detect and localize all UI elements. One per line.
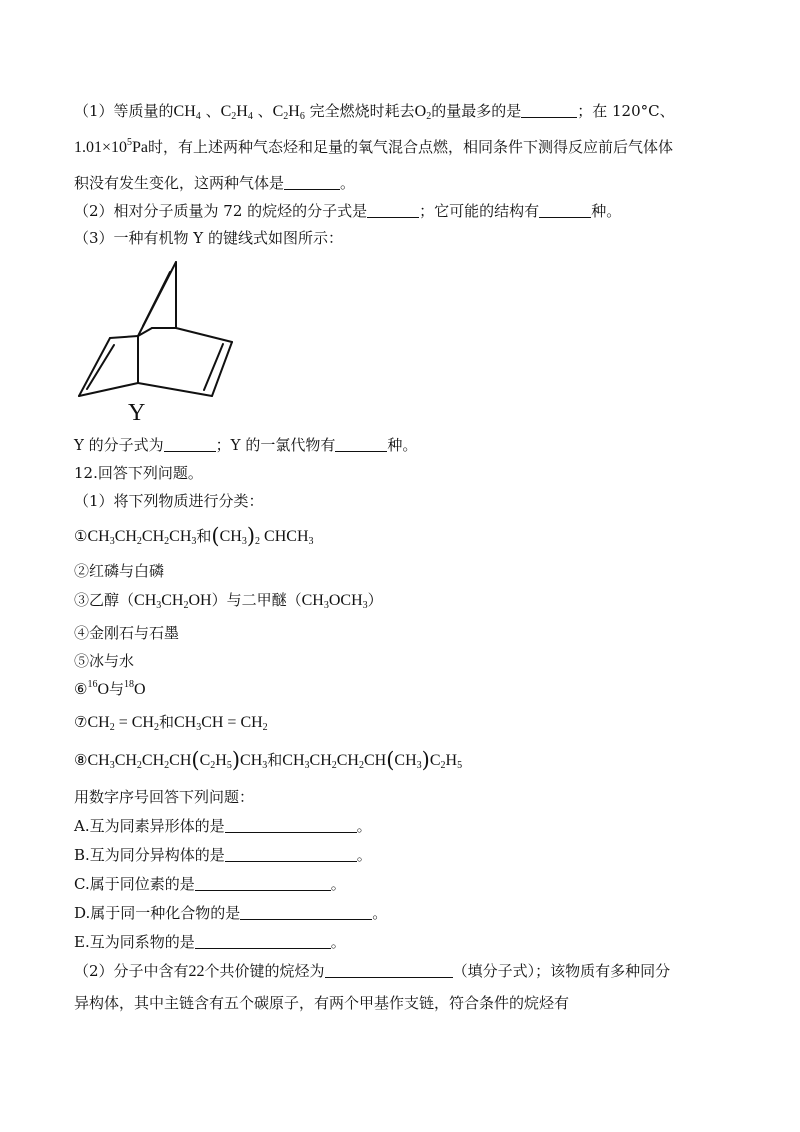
- q11-part1-line3: 积没有发生变化，这两种气体是 。: [74, 174, 356, 192]
- q12-sub2-line2: 异构体，其中主链含有五个碳原子，有两个甲基作支链，符合条件的烷烃有: [74, 994, 570, 1012]
- q12-item1: $①CH_3CH_2CH_2CH_3$和$(CH_3)_2$ $CHCH_3$: [74, 524, 314, 548]
- isotope-o18: $^{18}$O: [124, 679, 146, 698]
- pressure-value: $1.01\times 10^5Pa$: [74, 137, 149, 156]
- answer-blank[interactable]: [335, 436, 387, 452]
- bond: [110, 336, 138, 338]
- q12-item2: ②红磷与白磷: [74, 562, 165, 580]
- q12-question-a: A.互为同素异形体的是 。: [74, 817, 372, 835]
- q11-part3-answer: Y 的分子式为 ；Y 的一氯代物有 种。: [74, 436, 418, 454]
- answer-blank[interactable]: [325, 962, 453, 978]
- q11-part1-line2: $1.01\times 10^5Pa$时，有上述两种气态烃和足量的氧气混合点燃，相同条件下测得反应前后气体体: [74, 137, 674, 156]
- q12-item6: ⑥$^{16}$O与$^{18}$O: [74, 679, 146, 698]
- double-bond-inner: [87, 345, 114, 389]
- q12-item3: ③乙醇$(CH_3CH_2OH)$与二甲醚$(CH_3OCH_3)$: [74, 591, 383, 611]
- q12-sub1: （1）将下列物质进行分类：: [74, 492, 264, 510]
- formula-ethanol: $CH_3CH_2OH$: [134, 592, 212, 611]
- bond: [176, 328, 232, 342]
- answer-blank[interactable]: [195, 875, 331, 891]
- bond: [138, 383, 212, 396]
- formula-butane: $CH_3CH_2CH_2CH_3$: [87, 528, 197, 547]
- bond: [79, 338, 110, 396]
- bond: [212, 342, 232, 396]
- formula-8a: $CH_3CH_2CH_2CH(C_2H_5)CH_3$: [87, 748, 268, 772]
- q12-question-c: C.属于同位素的是 。: [74, 875, 346, 893]
- formula-ethene: $CH_2 = CH_2$: [87, 714, 159, 733]
- formula-propene: $CH_3CH = CH_2$: [173, 714, 268, 733]
- q12-item7: $⑦CH_2 = CH_2$和$CH_3CH = CH_2$: [74, 713, 268, 733]
- answer-blank[interactable]: [164, 436, 216, 452]
- norbornadiene-structure-diagram: [70, 250, 250, 430]
- formula-o2: $O_2$: [414, 103, 432, 122]
- q12-ask: 用数字序号回答下列问题：: [74, 788, 255, 806]
- q12-item8: $⑧CH_3CH_2CH_2CH(C_2H_5)CH_3$和$CH_3CH_2CH_2CH(CH_3)C_2H_5$: [74, 748, 463, 772]
- q11-part3: （3）一种有机物 Y 的键线式如图所示：: [74, 229, 343, 247]
- q12-question-e: E.互为同系物的是 。: [74, 933, 346, 951]
- answer-blank[interactable]: [367, 202, 419, 218]
- answer-blank[interactable]: [284, 174, 340, 190]
- answer-blank[interactable]: [521, 102, 577, 118]
- q11-part2: （2）相对分子质量为 72 的烷烃的分子式是 ；它可能的结构有 种。: [74, 202, 622, 220]
- formula-isobutane: $(CH_3)_2$ $CHCH_3$: [211, 524, 314, 548]
- q12-title: 12.回答下列问题。: [74, 464, 203, 482]
- answer-blank[interactable]: [539, 202, 591, 218]
- formula-dimethyl-ether: $CH_3OCH_3$: [301, 592, 368, 611]
- molecule-label: Y: [128, 400, 146, 426]
- isotope-o16: $^{16}$O: [87, 679, 110, 698]
- formula-ch4: $CH_4$: [173, 103, 201, 122]
- answer-blank[interactable]: [195, 933, 331, 949]
- q12-item4: ④金刚石与石墨: [74, 624, 180, 642]
- formula-c2h4: $C_2H_4$: [220, 103, 253, 122]
- q11-part1-line1: （1）等质量的$CH_4$ 、$C_2H_4$ 、$C_2H_6$ 完全燃烧时耗去$O_2$的量最多的是 ；在 120°C、: [74, 102, 675, 122]
- answer-blank[interactable]: [225, 846, 357, 862]
- q12-sub2-line1: （2）分子中含有22个共价键的烷烃为 （填分子式）；该物质有多种同分: [74, 962, 671, 980]
- formula-8b: $CH_3CH_2CH_2CH(CH_3)C_2H_5$: [282, 748, 463, 772]
- q12-question-d: D.属于同一种化合物的是 。: [74, 904, 388, 922]
- double-bond-inner: [204, 344, 223, 390]
- answer-blank[interactable]: [225, 817, 357, 833]
- double-bond-inner: [143, 272, 170, 326]
- answer-blank[interactable]: [240, 904, 372, 920]
- q12-item5: ⑤冰与水: [74, 652, 135, 670]
- q12-question-b: B.互为同分异构体的是 。: [74, 846, 372, 864]
- formula-c2h6: $C_2H_6$: [272, 103, 305, 122]
